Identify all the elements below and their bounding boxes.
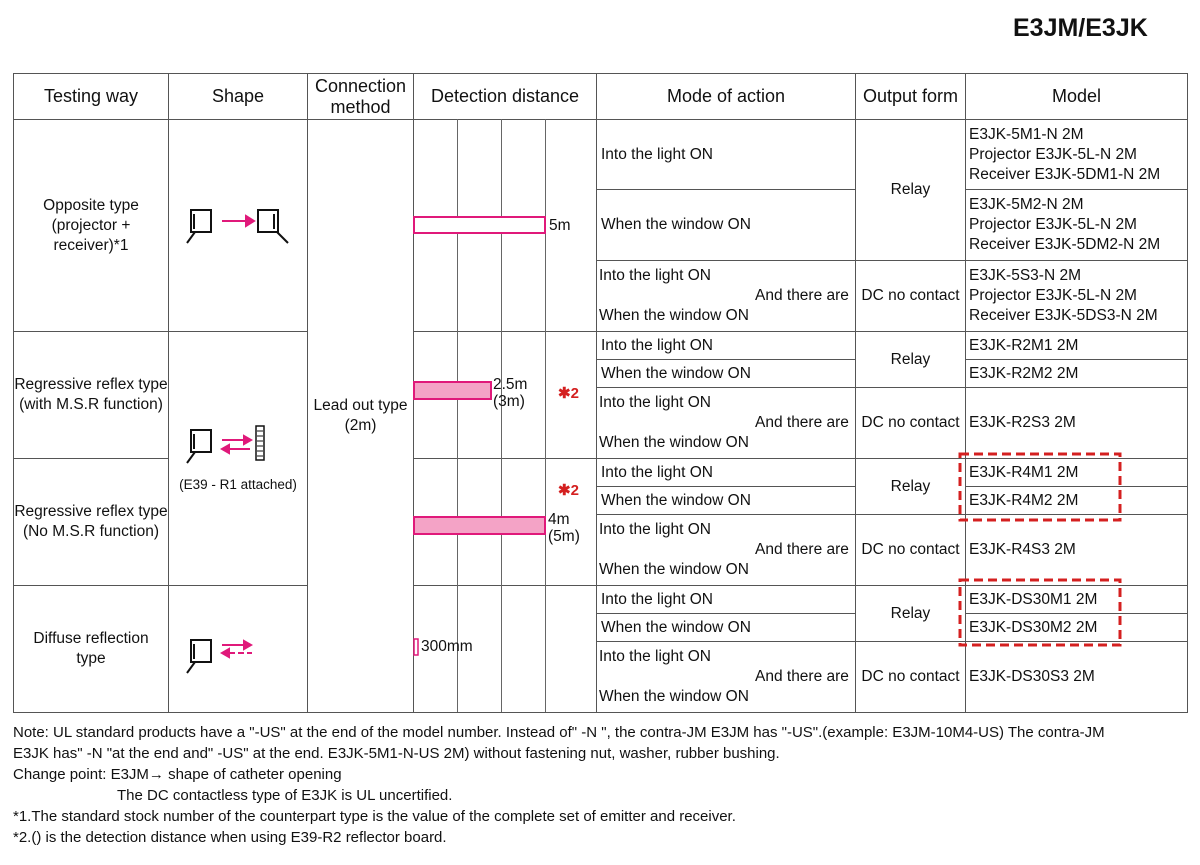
output-nomsr-dc: DC no contact [861,541,960,558]
mode-opposite-dark-on: When the window ON [601,216,751,233]
distance-msr: 2.5m [493,376,528,393]
testing-way-nomsr: Regressive reflex type (No M.S.R function) [14,503,168,540]
mode-diffuse-light-on: Into the light ON [601,590,714,608]
testing-way-msr: Regressive reflex type (with M.S.R function) [14,376,168,413]
mode-nomsr-dark-on: When the window ON [601,491,751,509]
header-testing-way: Testing way [43,86,139,106]
model-msr-2: E3JK-R2M2 2M [969,364,1079,382]
output-opposite-dc: DC no contact [861,287,960,304]
testing-way-diffuse: Diffuse reflection type [33,630,149,667]
header-mode: Mode of action [666,86,786,106]
output-diffuse-relay: Relay [890,604,931,622]
output-msr-dc: DC no contact [861,414,960,431]
mode-msr-dark-on: When the window ON [601,364,751,382]
output-opposite-relay: Relay [890,181,931,198]
mode-nomsr-3b: And there are [755,541,849,558]
mode-diffuse-3b: And there are [755,668,849,685]
bar-msr [414,382,491,399]
bar-diffuse [414,639,418,655]
distance-opposite: 5m [549,217,571,234]
model-opposite-3: E3JK-5S3-N 2M Projector E3JK-5L-N 2M Receiver E3JK-5DS3-N 2M [969,267,1158,324]
note-star-msr: ✱2 [558,385,579,402]
connection-value: Lead out type (2m) [313,397,408,434]
note-line: Change point: E3JM→ shape of catheter opening [13,766,342,783]
header-model: Model [1051,86,1102,106]
diffuse-sensor-icon [187,640,252,673]
model-diffuse-1: E3JK-DS30M1 2M [969,590,1098,608]
output-msr-relay: Relay [890,350,931,368]
note-line: The DC contactless type of E3JK is UL uncertified. [117,787,453,804]
model-opposite-1: E3JK-5M1-N 2M Projector E3JK-5L-N 2M Receiver E3JK-5DM1-N 2M [969,125,1161,183]
header-connection: Connection method [314,75,407,117]
model-nomsr-1: E3JK-R4M1 2M [969,463,1079,481]
testing-way-opposite: Opposite type (projector + receiver)*1 [43,196,139,254]
mode-opposite-3b: And there are [755,287,849,304]
shape-caption: (E39 - R1 attached) [179,477,297,492]
distance-nomsr-reflector: (5m) [548,528,580,545]
output-nomsr-relay: Relay [890,477,931,495]
distance-nomsr: 4m [548,511,570,528]
mode-opposite-3c: When the window ON [599,307,749,324]
footnotes [13,722,1193,848]
model-msr-1: E3JK-R2M1 2M [969,336,1079,354]
note-line: Note: UL standard products have a "-US" at the end of the model number. Instead of" -N ", the contra-JM E3JM has "-US".(example: E3JM-10M4-US) The contra-JM [13,724,1105,741]
model-nomsr-2: E3JK-R4M2 2M [969,491,1079,509]
bar-opposite [414,217,545,233]
distance-bars [414,217,545,655]
note-star-nomsr: ✱2 [558,482,579,499]
model-msr-3: E3JK-R2S3 2M [969,414,1076,431]
header-distance: Detection distance [430,86,580,106]
distance-diffuse: 300mm [421,638,473,655]
note-line: *2.() is the detection distance when using E39-R2 reflector board. [13,829,447,846]
note-line: *1.The standard stock number of the counterpart type is the value of the complete set of emitter and receiver. [13,808,736,825]
model-nomsr-3: E3JK-R4S3 2M [969,541,1076,558]
header-shape: Shape [211,86,265,106]
bar-nomsr [414,517,545,534]
mode-msr-3a: Into the light ON [599,394,712,411]
mode-nomsr-3c: When the window ON [599,561,749,578]
mode-msr-3c: When the window ON [599,434,749,451]
mode-diffuse-3a: Into the light ON [599,648,712,665]
header-output: Output form [862,86,959,106]
mode-nomsr-3a: Into the light ON [599,521,712,538]
model-diffuse-3: E3JK-DS30S3 2M [969,668,1095,685]
output-diffuse-dc: DC no contact [861,668,960,685]
mode-opposite-light-on: Into the light ON [601,145,714,163]
page-title: E3JM/E3JK [1013,14,1148,42]
mode-diffuse-dark-on: When the window ON [601,618,751,636]
opposite-sensor-icon [187,210,288,243]
model-opposite-2: E3JK-5M2-N 2M Projector E3JK-5L-N 2M Receiver E3JK-5DM2-N 2M [969,196,1161,253]
mode-msr-3b: And there are [755,414,849,431]
distance-msr-reflector: (3m) [493,393,525,410]
mode-diffuse-3c: When the window ON [599,688,749,705]
mode-msr-light-on: Into the light ON [601,336,714,354]
mode-opposite-3a: Into the light ON [599,267,712,284]
note-line: E3JK has" -N "at the end and" -US" at the end. E3JK-5M1-N-US 2M) without fastening nut, washer, rubber bushing. [13,745,780,762]
reflex-sensor-icon [187,426,264,463]
model-diffuse-2: E3JK-DS30M2 2M [969,618,1098,636]
distance-gridlines [458,119,546,712]
mode-nomsr-light-on: Into the light ON [601,463,714,481]
